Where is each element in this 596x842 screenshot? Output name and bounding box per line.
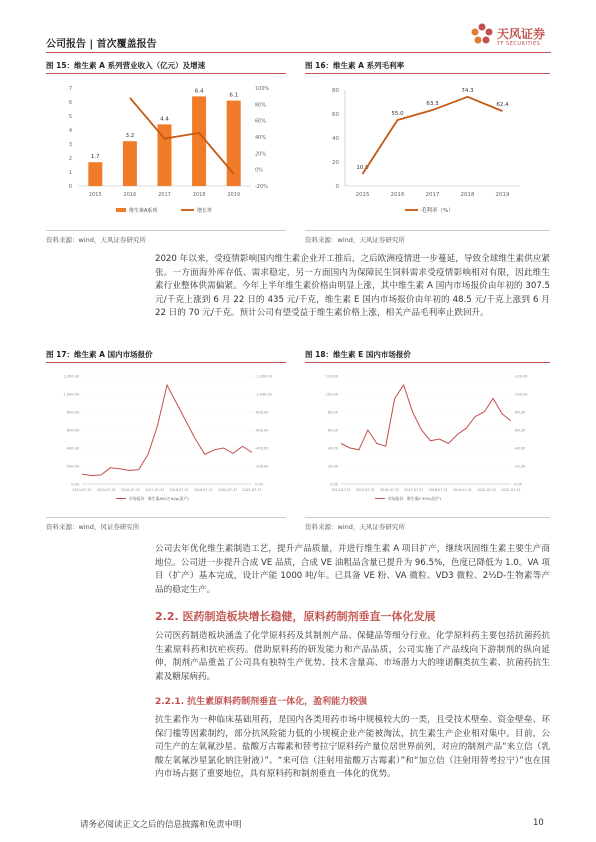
fig15-y2-tick: 60% <box>255 118 267 125</box>
fig17-y-tick: 0.00 <box>71 482 79 487</box>
fig18-source: 资料来源：wind，天风证券研究所 <box>305 523 405 531</box>
fig15-y-tick: 2 <box>68 156 72 162</box>
fig18-y2-tick: -20.00 <box>514 464 526 469</box>
fig16-bottom-divider <box>305 230 550 231</box>
fig16-data-label: 63.3 <box>426 101 439 108</box>
fig18-bottom-divider <box>305 517 550 518</box>
fig16-x-tick: 2019 <box>495 192 510 198</box>
fig16-y-tick: 20 <box>332 160 339 166</box>
fig16-x-tick: 2018 <box>460 192 475 198</box>
fig17-y2-tick: -600.00 <box>255 428 269 433</box>
fig15-x-tick: 2015 <box>88 192 102 198</box>
fig15-growth-line <box>130 98 234 174</box>
logo-text: 天风证券 <box>497 27 546 41</box>
fig16-x-tick: 2017 <box>425 192 440 198</box>
fig15-x-tick: 2019 <box>227 192 241 198</box>
fig16-y-tick: 0 <box>335 184 339 190</box>
fig15-data-label: 6.4 <box>194 88 204 95</box>
fig15-data-label: 6.1 <box>229 92 239 99</box>
fig17-y-tick: 800.00 <box>66 410 79 415</box>
fig17-y2-tick: -1,000.00 <box>255 392 272 397</box>
fig18-y2-tick: -120.00 <box>514 374 528 379</box>
fig16-x-tick: 2016 <box>390 192 405 198</box>
logo-subtext: TF SECURITIES <box>497 41 541 47</box>
fig18-x-tick: 2021-07-31 <box>501 488 521 492</box>
fig15-y2-tick: 80% <box>255 102 267 109</box>
fig18-x-tick: 2019-07-31 <box>452 488 473 492</box>
fig18-title: 图 18：维生素 E 国内市场报价 <box>305 350 411 359</box>
fig15-y-tick: 1 <box>68 170 72 176</box>
fig17-title: 图 17：维生素 A 国内市场报价 <box>46 350 153 359</box>
fig16-divider <box>305 73 550 74</box>
fig17-bottom-divider <box>46 517 286 518</box>
header-divider <box>46 52 551 53</box>
fig17-y2-tick: -200.00 <box>255 464 269 469</box>
fig16-source: 资料来源：wind，天风证券研究所 <box>305 236 405 244</box>
fig15-y-tick: 3 <box>68 142 72 148</box>
fig16-data-label: 74.3 <box>461 87 474 94</box>
fig17-chart <box>46 366 286 516</box>
fig15-data-label: 4.4 <box>160 116 169 123</box>
fig18-y-tick: 0.00 <box>330 482 338 487</box>
paragraph-pharma-overview: 公司医药制造板块涵盖了化学原料药及其制剂产品、保健品等细分行业。化学原料药主要包括抗菌药抗生素原料药和抗疟疾药。借助原料药的研发能力和产品品质，公司实施了产品线向下游制剂的纵向延伸，制剂产品重盖了公司具有独特生产优势、技术含量高、市场潜力大的喹诺酮类抗生素、抗菌药抗生素及糖尿病药。 <box>155 631 550 682</box>
fig18-y-tick: 120.00 <box>325 374 338 379</box>
fig17-y2-tick: -400.00 <box>255 446 269 451</box>
fig18-y-tick: 80.00 <box>327 410 338 415</box>
paragraph-antibiotics: 抗生素作为一种临床基础用药，是国内各类用药市场中规模较大的一类，且受技术壁垒、资金壁垒、环保门槛等因素制约，部分抗风险能力低的小规模企业产能被淘汰，抗生素生产企业相对集中。目前，公司生产的左氧氟沙星、盐酸万古霉素和替考拉宁原料药产量位居世界前列，对应的制剂产品“来立信（乳酸左氧氟沙星氯化钠注射液）”、“来可信（注射用盐酸万古霉素）”和“加立信（注射用替考拉宁）”也在国内市场占据了重要地位，具有原料药和制剂垂直一体化的优势。 <box>155 715 550 779</box>
fig15-y-tick: 7 <box>68 86 72 92</box>
fig17-y-tick: 400.00 <box>66 446 79 451</box>
fig15-data-label: 3.2 <box>125 133 135 140</box>
fig17-source: 资料来源：wind，风证券研究所 <box>46 523 140 531</box>
fig18-y2-tick: 0.00 <box>514 482 522 487</box>
fig16-legend-label: 毛利率（%） <box>421 208 454 214</box>
fig17-price-line <box>82 385 252 475</box>
fig16-y-tick: 80 <box>332 88 339 94</box>
fig18-y-tick: 20.00 <box>327 464 338 469</box>
fig16-data-label: 55.0 <box>391 111 404 117</box>
fig17-x-tick: 2018-07-31 <box>169 488 189 492</box>
logo-icon <box>470 22 494 46</box>
fig18-y2-tick: -80.00 <box>514 410 526 415</box>
fig15-y-tick: 0 <box>68 184 72 190</box>
fig18-y-tick: 40.00 <box>327 446 338 451</box>
fig15-y-tick: 4 <box>68 128 72 134</box>
report-header-title: 公司报告 | 首次覆盖报告 <box>46 39 157 50</box>
page-number: 10 <box>533 818 544 828</box>
fig18-legend-label: 市场报价：维生素E 50%(国产) <box>388 496 441 501</box>
fig16-title: 图 16：维生素 A 系列毛利率 <box>305 61 405 70</box>
fig15-y2-tick: -20% <box>255 184 268 190</box>
fig17-x-tick: 2019-07-31 <box>193 488 214 492</box>
section-2-2-1-title: 2.2.1. 抗生素原料药制剂垂直一体化，盈利能力较强 <box>155 697 368 707</box>
fig17-x-tick: 2015-07-31 <box>96 488 116 492</box>
fig15-y2-tick: 0% <box>255 167 263 174</box>
fig18-x-tick: 2015-07-31 <box>355 488 375 492</box>
fig18-price-line <box>341 385 511 450</box>
fig16-data-label: 62.4 <box>496 102 509 109</box>
fig15-y2-tick: 20% <box>255 151 267 158</box>
fig16-data-label: 10.0 <box>356 165 369 171</box>
fig15-chart <box>46 78 286 228</box>
fig15-y2-tick: 100% <box>255 86 270 92</box>
fig18-x-tick: 2020-07-31 <box>477 488 497 492</box>
fig18-y2-tick: -100.00 <box>514 392 528 397</box>
fig18-divider <box>305 362 550 363</box>
section-2-2-title: 2.2. 医药制造板块增长稳健，原料药制剂垂直一体化发展 <box>155 610 436 623</box>
fig17-x-tick: 2021-07-31 <box>242 488 262 492</box>
fig18-x-tick: 2017-07-31 <box>404 488 424 492</box>
fig15-x-tick: 2017 <box>158 192 171 198</box>
fig15-y-tick: 5 <box>68 114 72 120</box>
fig17-y2-tick: -800.00 <box>255 410 269 415</box>
fig16-x-tick: 2015 <box>355 192 370 198</box>
footer-disclaimer: 请务必阅读正文之后的信息披露和免责申明 <box>80 820 242 830</box>
paragraph-vitamin-production: 公司去年优化维生素制造工艺，提升产品质量，并进行维生素 A 项目扩产，继续巩固维生素主要生产商地位。公司进一步提升合成 VE 品质，合成 VE 油粗品含量已提升为 96.5%，色度已降低为 1.0。VA 项目（扩产）基本完成，设计产能 1000 吨/年。已具备 VE 粉、VA 微粒、VD3 微粒、2½D-生物素等产品的稳定生产。 <box>155 544 550 595</box>
fig15-source: 资料来源：wind，天风证券研究所 <box>46 236 146 244</box>
fig16-chart <box>305 78 550 228</box>
fig17-y2-tick: -1,200.00 <box>255 374 272 379</box>
fig15-y-tick: 6 <box>68 100 72 106</box>
fig17-divider <box>46 362 286 363</box>
paragraph-vitamin-prices: 2020 年以来，受疫情影响国内维生素企业开工推后，之后欧洲疫情进一步蔓延，导致全球维生素供应紧张。一方面海外库存低、需求稳定，另一方面国内为保障民生饲料需求受疫情影响相对有限，因此维生素行业整体供需偏紧。今年上半年维生素价格由明显上涨，其中维生素 A 国内市场报价由年初的 307.5 元/千克上涨到 6 月 22 日的 435 元/千克，维生素 E 国内市场报价由年初的 48.5 元/千克上涨到 6 月 22 日的 70 元/千克。预计公司有望受益于维生素价格上涨，相关产品毛利率止跌回升。 <box>155 254 550 318</box>
fig18-chart <box>305 366 550 516</box>
fig15-x-tick: 2018 <box>192 192 206 198</box>
fig16-series-line <box>363 97 503 174</box>
fig17-x-tick: 2017-07-31 <box>145 488 165 492</box>
fig18-x-tick: 2018-07-31 <box>428 488 448 492</box>
fig15-legend-line-label: 增长率 <box>197 208 213 214</box>
fig17-y-tick: 1,200.00 <box>63 374 79 379</box>
fig15-legend-bar-label: 维生素A系列 <box>129 208 158 214</box>
fig15-bar <box>123 141 137 186</box>
fig17-y-tick: 200.00 <box>66 464 79 469</box>
fig17-x-tick: 2014-07-31 <box>72 488 92 492</box>
fig15-y2-tick: 40% <box>255 135 267 141</box>
fig18-y-tick: 60.00 <box>327 428 338 433</box>
fig17-x-tick: 2020-07-31 <box>218 488 238 492</box>
fig15-bar <box>192 96 206 186</box>
fig18-x-tick: 2016-07-31 <box>379 488 400 492</box>
fig15-legend-bar-swatch <box>116 208 126 212</box>
fig15-data-label: 1.7 <box>90 154 100 161</box>
fig18-y2-tick: -40.00 <box>514 446 526 451</box>
fig17-legend-label: 市场报价：维生素A50万IU/g(国产) <box>129 496 189 501</box>
fig18-x-tick: 2014-07-31 <box>331 488 351 492</box>
fig15-divider <box>46 73 286 74</box>
fig16-y-tick: 40 <box>332 136 339 142</box>
fig17-y2-tick: 0.00 <box>255 482 263 487</box>
fig17-x-tick: 2016-07-31 <box>120 488 141 492</box>
fig15-x-tick: 2016 <box>123 192 137 198</box>
fig18-y2-tick: -60.00 <box>514 428 526 433</box>
fig15-bar <box>88 162 102 186</box>
fig15-title: 图 15：维生素 A 系列营业收入（亿元）及增速 <box>46 61 206 70</box>
fig18-y-tick: 100.00 <box>325 392 338 397</box>
fig15-bottom-divider <box>46 230 286 231</box>
fig16-y-tick: 60 <box>332 112 339 118</box>
fig17-y-tick: 1,000.00 <box>63 392 79 397</box>
fig17-y-tick: 600.00 <box>66 428 79 433</box>
